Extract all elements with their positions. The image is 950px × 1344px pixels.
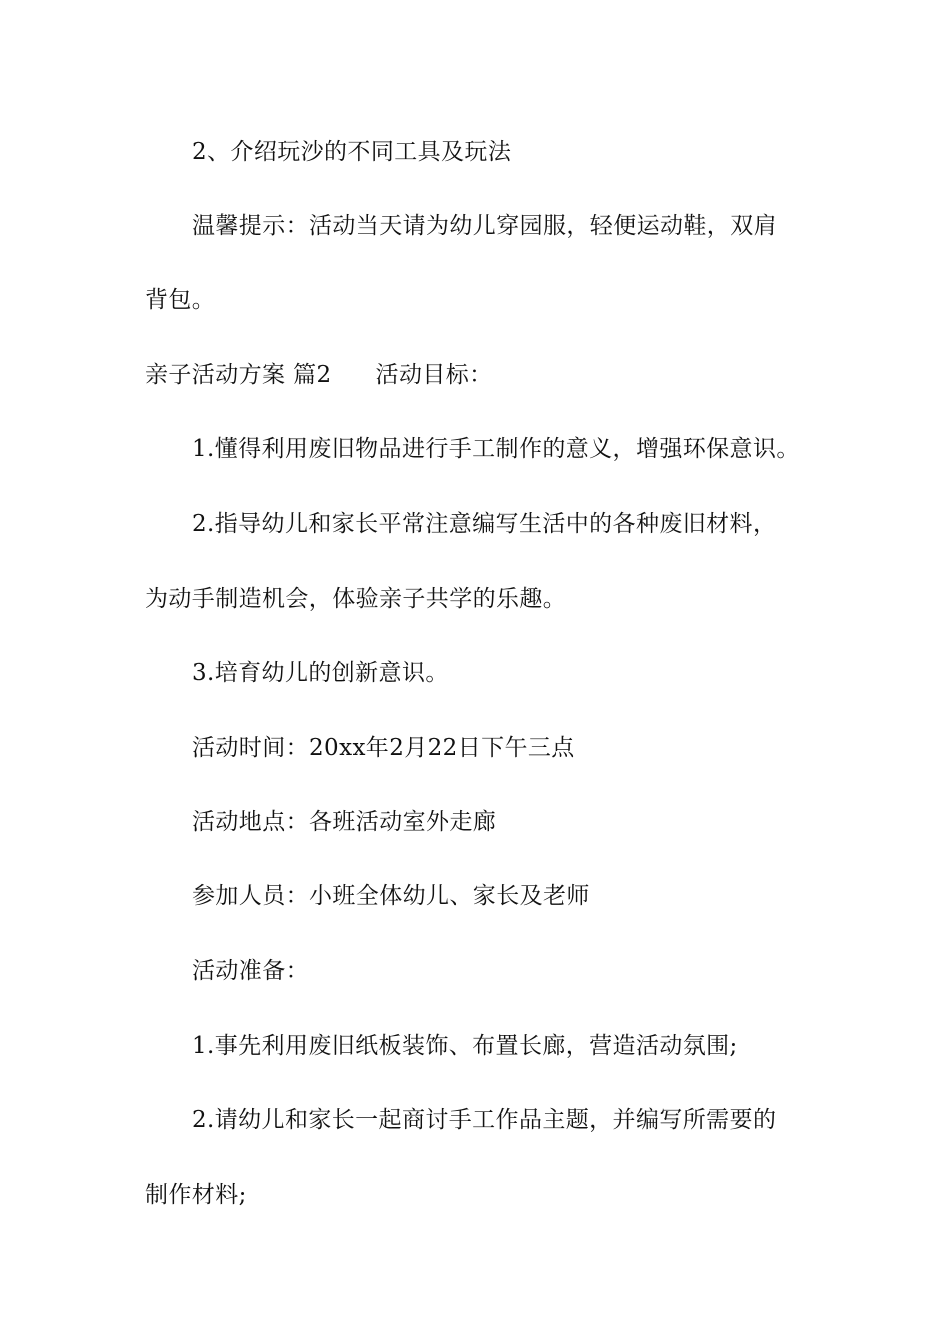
activity-time: 活动时间：20xx年2月22日下午三点 — [192, 735, 575, 761]
goal-item-3: 3.培育幼儿的创新意识。 — [192, 660, 449, 686]
preparation-item-2: 2.请幼儿和家长一起商讨手工作品主题，并编写所需要的 — [192, 1107, 777, 1133]
goal-item-1: 1.懂得利用废旧物品进行手工制作的意义，增强环保意识。 — [192, 436, 800, 462]
paragraph-tools-intro: 2、介绍玩沙的不同工具及玩法 — [192, 139, 512, 165]
goal-item-2: 2.指导幼儿和家长平常注意编写生活中的各种废旧材料， — [192, 511, 777, 537]
activity-location: 活动地点：各班活动室外走廊 — [192, 809, 497, 835]
section-title: 亲子活动方案 篇2 — [145, 362, 332, 388]
paragraph-reminder-cont: 背包。 — [145, 287, 216, 313]
preparation-item-2-cont: 制作材料; — [145, 1182, 247, 1208]
preparation-heading: 活动准备： — [192, 958, 309, 984]
preparation-item-1: 1.事先利用废旧纸板装饰、布置长廊，营造活动氛围; — [192, 1033, 738, 1059]
goal-item-2-cont: 为动手制造机会，体验亲子共学的乐趣。 — [145, 586, 567, 612]
section-heading — [145, 360, 493, 390]
section-subtitle: 活动目标： — [375, 362, 493, 388]
paragraph-reminder: 温馨提示：活动当天请为幼儿穿园服，轻便运动鞋，双肩 — [192, 213, 777, 239]
participants: 参加人员：小班全体幼儿、家长及老师 — [192, 883, 590, 909]
